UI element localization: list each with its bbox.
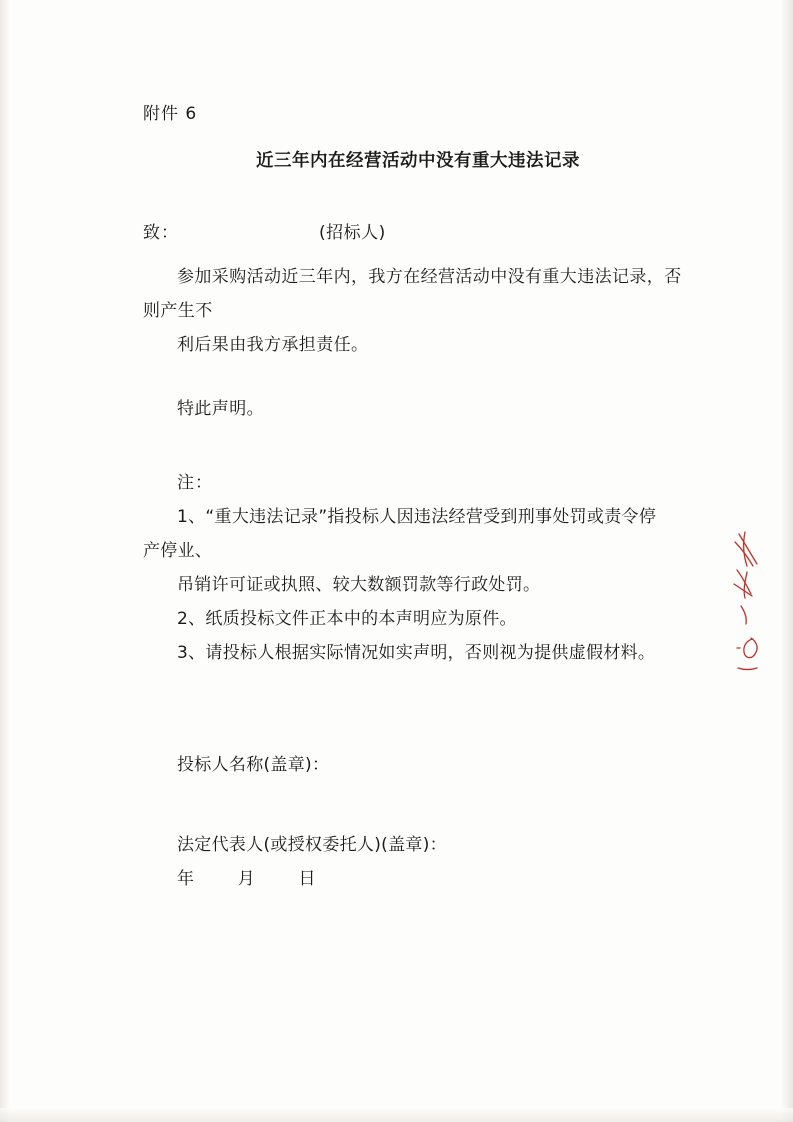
declaration-line: 特此声明。 <box>177 399 264 419</box>
note-item-1-line-2: 产停业、 <box>143 541 213 561</box>
note-item-1-line-3: 吊销许可证或执照、较大数额罚款等行政处罚。 <box>177 575 541 595</box>
bidder-name-field: 投标人名称(盖章)： <box>177 755 330 775</box>
note-item-2: 2、纸质投标文件正本中的本声明应为原件。 <box>177 609 517 629</box>
body-paragraph-1: 参加采购活动近三年内，我方在经营活动中没有重大违法记录，否则产生不 <box>143 267 682 321</box>
attachment-label: 附件 6 <box>143 104 198 124</box>
scan-edge-left <box>0 0 10 1122</box>
date-day-label: 日 <box>298 869 316 889</box>
page-title: 近三年内在经营活动中没有重大违法记录 <box>256 151 580 171</box>
note-item-1-line-1: 1、“重大违法记录”指投标人因违法经营受到刑事处罚或责令停 <box>177 507 657 527</box>
scan-edge-bottom <box>0 1108 793 1122</box>
scan-edge-right <box>781 0 793 1122</box>
legal-representative-field: 法定代表人(或授权委托人)(盖章)： <box>177 835 447 855</box>
document-body <box>143 100 683 896</box>
handwritten-red-annotation <box>731 528 775 678</box>
note-item-3: 3、请投标人根据实际情况如实声明，否则视为提供虚假材料。 <box>177 643 656 663</box>
body-paragraph-2: 利后果由我方承担责任。 <box>177 335 369 355</box>
date-month-label: 月 <box>237 869 256 889</box>
signature-block <box>143 748 683 896</box>
date-line <box>143 862 683 896</box>
addressee-label: 致： <box>143 223 179 243</box>
date-year-label: 年 <box>177 869 195 889</box>
notes-heading: 注： <box>177 473 213 493</box>
addressee-row <box>143 218 683 248</box>
addressee-target: (招标人) <box>319 223 386 243</box>
spacer <box>143 362 683 392</box>
